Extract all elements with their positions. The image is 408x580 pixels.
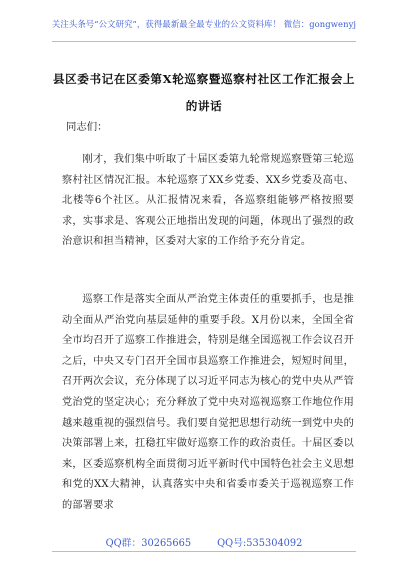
footer-contact [0, 535, 408, 549]
body-paragraph-1: 刚才，我们集中听取了十届区委第九轮常规巡察暨第三轮巡察村社区情况汇报。本轮巡察了XX乡党委、XX乡党委及高屯、北楼等6个社区。从汇报情况来看，各巡察组能够严格按照要求，实事求是、客观公正地指出发现的问题，体现出了强烈的政治意识和担当精神，区委对大家的工作给予充分肯定。 [62, 154, 354, 248]
header-promo-note: 关注头条号“公文研究”，获得最新最全最专业的公文资料库！ 微信：gongwenyj [51, 19, 357, 29]
header-divider [52, 41, 356, 42]
qq-number-text: QQ号:535304092 [217, 538, 303, 549]
document-title: 县区委书记在区委第X轮巡察暨巡察村社区工作汇报会上的讲话 [52, 72, 356, 113]
footer-divider [52, 551, 356, 552]
qq-group-text: QQ群：30265665 [105, 538, 192, 549]
body-paragraph-2: 巡察工作是落实全面从严治党主体责任的重要抓手，也是推动全面从严治党向基层延伸的重要手段。X月份以来，全国全省全市均召开了巡察工作推进会，特别是继全国巡视工作会议召开之后，中央又专门召开全国市县巡察工作推进会，短短时间里，召开两次会议，充分体现了以习近平同志为核心的党中央从严管党治党的坚定决心；充分释放了党中央对巡视巡察工作地位作用越来越重视的强烈信号。我们要自觉把思想行动统一到党中央的决策部署上来，扛稳扛牢做好巡察工作的政治责任。十届区委以来，区委巡察机构全面贯彻习近平新时代中国特色社会主义思想和党的XX大精神，认真落实中央和省委市委关于巡视巡察工作的部署要求 [62, 294, 354, 511]
salutation: 同志们： [66, 121, 108, 133]
